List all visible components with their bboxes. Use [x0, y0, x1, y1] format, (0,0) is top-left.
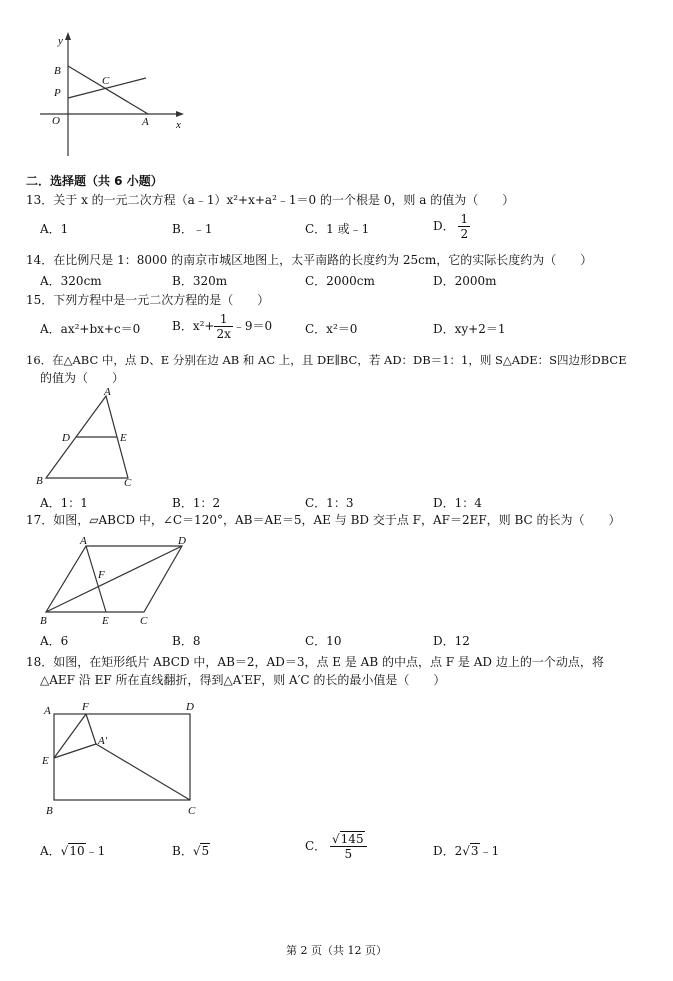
fraction: $\frac{1}{2}$ [460, 212, 469, 241]
q18-a-suffix: ﹣1 [85, 844, 106, 858]
q17-option-b[interactable]: B．8 [172, 634, 201, 648]
label-B: B [54, 65, 61, 77]
label-O: O [52, 115, 60, 127]
q14-option-a[interactable]: A．320cm [40, 274, 102, 288]
parallelogram-figure [36, 534, 196, 628]
label-D: D [186, 701, 194, 713]
question-16-stem-line1: 16．在△ABC 中，点 D、E 分别在边 AB 和 AC 上，且 DE∥BC，若 AD：DB＝1：1，则 S△ADE：S四边形DBCE [26, 353, 627, 367]
q16-option-b[interactable]: B．1：2 [172, 496, 221, 510]
label-A: A [104, 386, 111, 398]
q18-d-suffix: ﹣1 [479, 844, 500, 858]
label-A: A [142, 116, 149, 128]
q15-option-d[interactable]: D．xy+2＝1 [433, 322, 506, 336]
label-C: C [124, 477, 132, 488]
q14-option-d[interactable]: D．2000m [433, 274, 497, 288]
rectangle-fold-figure [38, 698, 208, 820]
label-D: D [62, 432, 70, 444]
q18-d-prefix: D．2 [433, 844, 463, 858]
q15-option-b[interactable] [172, 312, 272, 341]
radicand: 10 [69, 844, 85, 858]
question-18-stem-line2: △AEF 沿 EF 所在直线翻折，得到△A′EF，则 A′C 的长的最小值是（ ） [40, 673, 446, 687]
question-16-stem-line2: 的值为（ ） [40, 371, 125, 385]
q17-option-d[interactable]: D．12 [433, 634, 470, 648]
label-A: A [44, 705, 51, 717]
label-B: B [36, 475, 43, 487]
label-x: x [176, 119, 181, 131]
q13-option-a[interactable]: A．1 [40, 222, 69, 236]
q15-b-suffix: ﹣9＝0 [232, 319, 273, 333]
question-14-stem: 14．在比例尺是 1：8000 的南京市城区地图上，太平南路的长度约为 25cm，它的实际长度约为（ ） [26, 253, 593, 267]
q18-option-b[interactable]: B．√5 [172, 844, 210, 858]
section-title: 二．选择题（共 6 小题） [26, 174, 163, 188]
q13-d-prefix: D． [433, 219, 455, 233]
q16-option-a[interactable]: A．1：1 [40, 496, 88, 510]
q15-option-c[interactable]: C．x²＝0 [305, 322, 358, 336]
q18-c-prefix: C． [305, 839, 327, 853]
label-B: B [40, 615, 47, 627]
question-15-stem: 15．下列方程中是一元二次方程的是（ ） [26, 293, 270, 307]
label-C: C [102, 75, 110, 87]
q18-a-prefix: A． [40, 844, 61, 858]
label-P: P [54, 87, 61, 99]
label-E: E [120, 432, 127, 444]
fraction: $\frac{√145}{5}$ [330, 832, 367, 861]
label-A-prime: A′ [98, 735, 108, 747]
q13-option-b[interactable]: B．﹣1 [172, 222, 213, 236]
q18-option-d[interactable]: D．2√3﹣1 [433, 844, 500, 858]
q13-option-c[interactable]: C．1 或﹣1 [305, 222, 370, 236]
question-18-stem-line1: 18．如图，在矩形纸片 ABCD 中，AB＝2，AD＝3，点 E 是 AB 的中点，点 F 是 AD 边上的一个动点，将 [26, 655, 604, 669]
label-C: C [140, 615, 148, 627]
label-E: E [42, 755, 49, 767]
q18-b-prefix: B． [172, 844, 193, 858]
label-F: F [82, 701, 89, 713]
q14-option-b[interactable]: B．320m [172, 274, 228, 288]
question-17-stem: 17．如图，▱ABCD 中，∠C＝120°，AB＝AE＝5，AE 与 BD 交于点 F，AF＝2EF，则 BC 的长为（ ） [26, 513, 621, 527]
label-B: B [46, 805, 53, 817]
label-C: C [188, 805, 196, 817]
q17-option-a[interactable]: A．6 [40, 634, 69, 648]
radicand: 3 [470, 844, 479, 858]
label-F: F [98, 569, 105, 581]
q13-option-d[interactable] [433, 212, 470, 241]
coordinate-figure [30, 30, 200, 160]
q17-option-c[interactable]: C．10 [305, 634, 342, 648]
q16-option-c[interactable]: C．1：3 [305, 496, 354, 510]
page-footer: 第 2 页（共 12 页） [286, 944, 387, 957]
q18-option-c[interactable] [305, 832, 367, 861]
q16-option-d[interactable]: D．1：4 [433, 496, 482, 510]
label-y: y [58, 35, 63, 47]
label-D: D [178, 535, 186, 547]
fraction: $\frac{1}{2x}$ [216, 312, 231, 341]
q15-b-prefix: B．x²+ [172, 319, 215, 333]
question-13-stem: 13．关于 x 的一元二次方程（a﹣1）x²+x+a²﹣1＝0 的一个根是 0，则 a 的值为（ ） [26, 193, 515, 207]
q15-option-a[interactable]: A．ax²+bx+c＝0 [40, 322, 141, 336]
label-E: E [102, 615, 109, 627]
radicand: 5 [201, 844, 210, 858]
label-A: A [80, 535, 87, 547]
q14-option-c[interactable]: C．2000cm [305, 274, 375, 288]
triangle-figure [32, 386, 152, 488]
q18-option-a[interactable]: A．√10﹣1 [40, 844, 106, 858]
